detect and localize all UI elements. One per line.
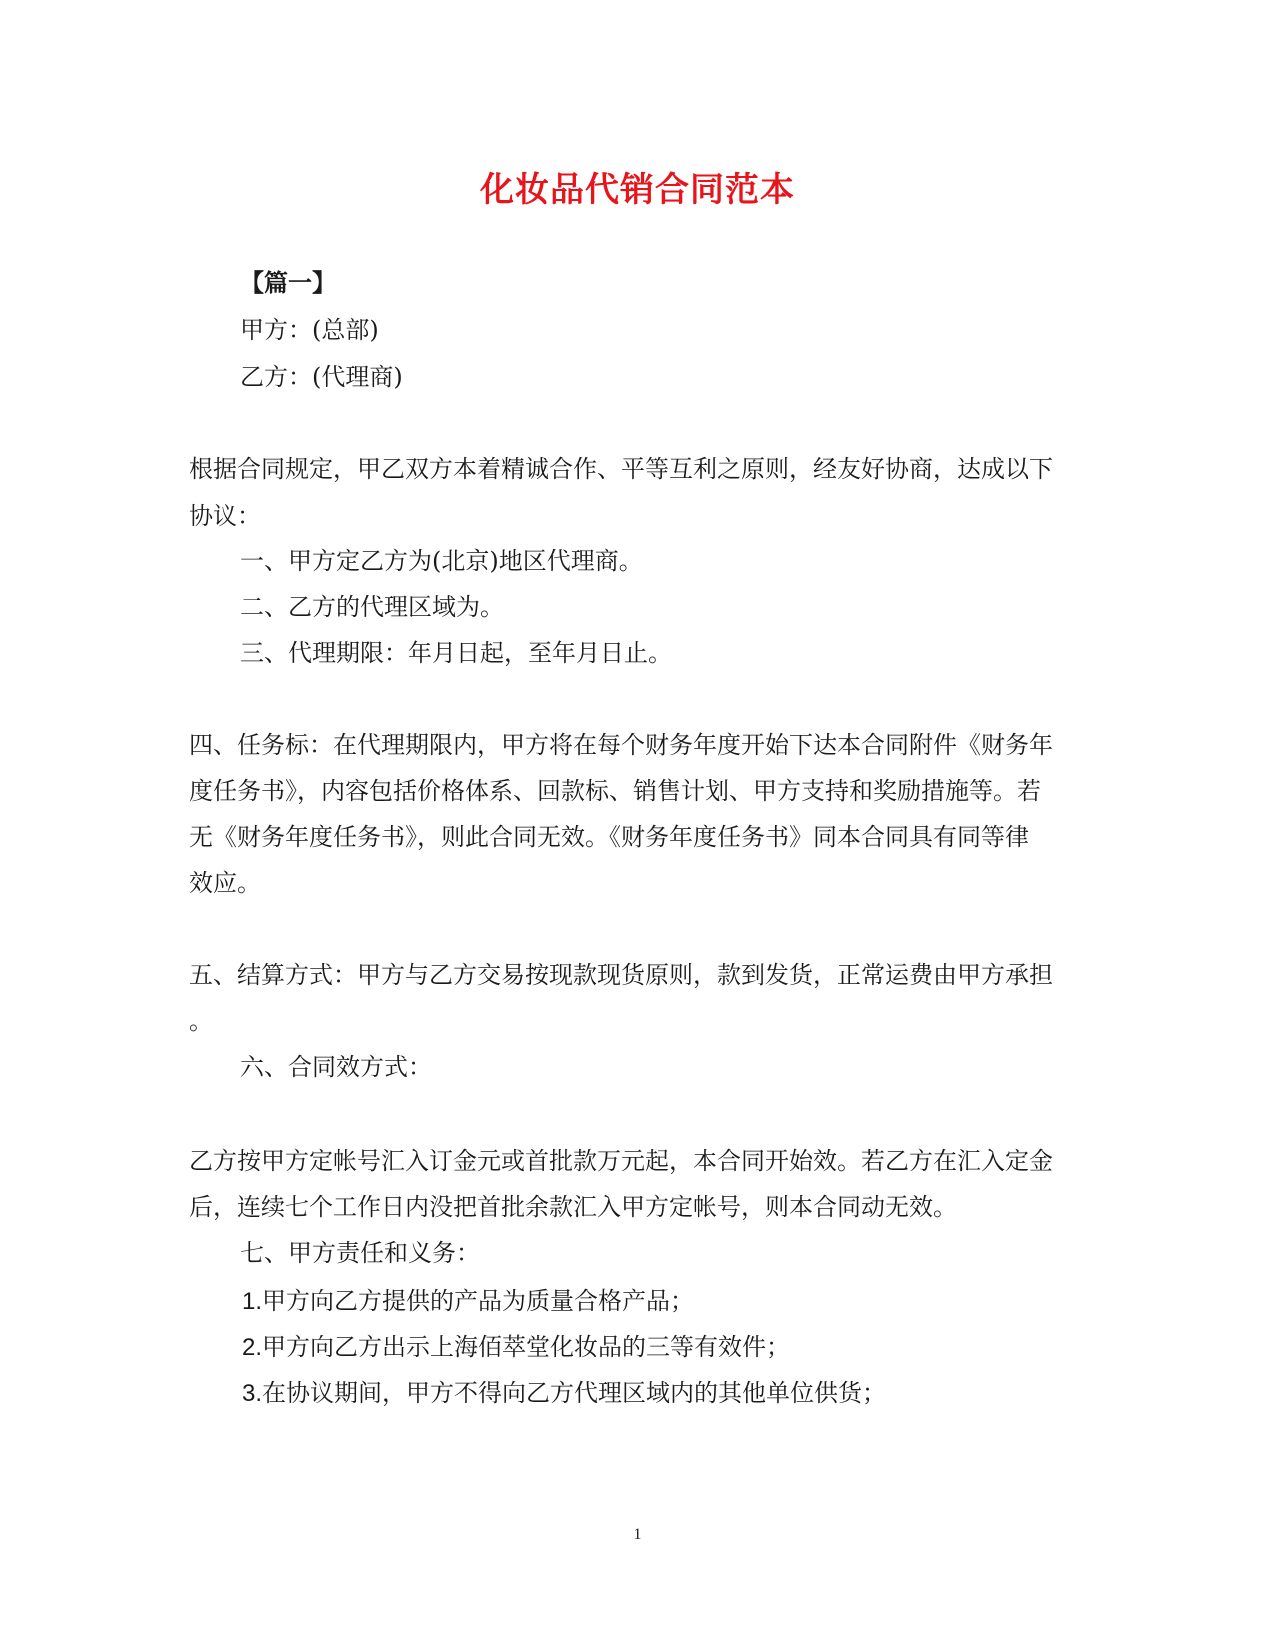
item-number: 1. [242,1288,263,1315]
clause-4-line-2: 度任务书》，内容包括价格体系、回款标、销售计划、甲方支持和奖励措施等。若 [189,777,1041,805]
clause-6-title: 六、合同效方式： [240,1053,432,1081]
clause-6-line-2: 后，连续七个工作日内没把首批余款汇入甲方定帐号，则本合同动无效。 [189,1193,957,1221]
clause-4-line-3: 无《财务年度任务书》，则此合同无效。《财务年度任务书》同本合同具有同等律 [189,823,1029,851]
clause-4-line-1: 四、任务标：在代理期限内，甲方将在每个财务年度开始下达本合同附件《财务年 [189,731,1053,759]
clause-7-item-1 [242,1286,694,1317]
clause-1: 一、甲方定乙方为(北京)地区代理商。 [240,547,643,575]
clause-5-line-2: 。 [189,1007,213,1035]
item-number: 3. [242,1380,263,1407]
clause-5-line-1: 五、结算方式：甲方与乙方交易按现款现货原则，款到发货，正常运费由甲方承担 [189,961,1053,989]
item-text: 甲方向乙方提供的产品为质量合格产品； [262,1287,695,1315]
clause-7-item-2 [242,1332,790,1363]
party-b-line: 乙方：(代理商) [240,363,403,391]
clause-6-line-1: 乙方按甲方定帐号汇入订金元或首批款万元起，本合同开始效。若乙方在汇入定金 [189,1147,1053,1175]
clause-7-title: 七、甲方责任和义务： [240,1239,480,1267]
clause-2: 二、乙方的代理区域为。 [240,593,504,621]
section-heading: 【篇一】 [240,268,336,297]
intro-line-1: 根据合同规定，甲乙双方本着精诚合作、平等互利之原则，经友好协商，达成以下 [189,455,1053,483]
intro-line-2: 协议： [189,502,261,530]
clause-7-item-3 [242,1378,886,1409]
item-number: 2. [242,1334,263,1361]
clause-3: 三、代理期限：年月日起，至年月日止。 [240,639,672,667]
document-title: 化妆品代销合同范本 [480,170,795,210]
item-text: 在协议期间，甲方不得向乙方代理区域内的其他单位供货； [262,1379,887,1407]
clause-4-line-4: 效应。 [189,869,261,897]
item-text: 甲方向乙方出示上海佰萃堂化妆品的三等有效件； [262,1333,791,1361]
party-a-line: 甲方：(总部) [240,316,379,344]
page-number: 1 [633,1526,642,1543]
